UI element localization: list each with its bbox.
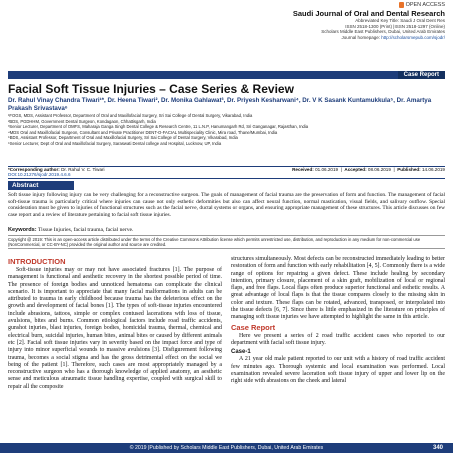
introduction-heading: INTRODUCTION bbox=[8, 257, 66, 266]
footer-copyright: © 2019 |Published by Scholars Middle East Publishers, Dubai, United Arab Emirates bbox=[129, 445, 324, 451]
affiliation: ¹FOGS, MDS, Assistant Professor, Department of Oral and Maxillofacial Surgery, Sri Sai College of Dental Surgery, Vikarabad, India bbox=[8, 113, 253, 118]
introduction-paragraph: Soft-tissue injuries may or may not have associated fractures [1]. The purpose of management is functional and aesthetic recovery in the shortest possible period of time. The presence of foreign bodies and unnoticed hematoma can complicate the clinical scenario. It is important to appreciate that many facial malformations in adults can be attributed to trauma in early childhood because trauma has the deleterious effect on the growth and development of facial bones [1]. The types of soft-tissue injuries encountered include abrasions, tattoos, simple or complex contused lacerations with loss of tissue, avulsions, bites and burns. Common etiological factors include road traffic accidents, gunshot injuries, blast injuries, foreign bodies, homicidal trauma, thermal, chemical and electrical burn, suicidal injuries, human bites, animal bites or caused by different animals etc [2]. Facial soft tissue injuries vary in severity based on the impact force and type of injury into minor superficial wounds to massive avulsions [3]. Disfigurement following trauma, becomes a social stigma and has the gross detrimental effect on the social we being of the patient [1]. Therefore, such cases are most appropriately managed by a reconstructive surgeon who has a thorough knowledge of applied anatomy, an aesthetic sense and meticulous atraumatic tissue handling expertise, coupled with surgical skill to repair all the composite bbox=[8, 267, 222, 390]
abstract-heading: Abstract bbox=[8, 181, 74, 190]
case-1-heading: Case-1 bbox=[231, 349, 251, 356]
dates-block: Received: 01.06.2019 | Accepted: 08.06.2019 | Published: 14.06.2019 bbox=[292, 167, 445, 172]
open-lock-icon bbox=[399, 2, 404, 8]
page-number: 340 bbox=[432, 445, 443, 451]
keywords-line bbox=[8, 227, 445, 234]
case-report-heading: Case Report bbox=[231, 322, 276, 332]
license-notice: Copyright @ 2019: This is an open-access article distributed under the terms of the Creative Commons Attribution license which permits unrestricted use, distribution, and reproduction in any medium for non-commercial use (NonCommercial, or CC-BY-NC) provided the original author and source are credited. bbox=[8, 235, 445, 249]
accepted-label: Accepted: bbox=[344, 167, 367, 172]
affiliations bbox=[8, 113, 445, 147]
body-column-left bbox=[8, 256, 222, 392]
keywords-label: Keywords: bbox=[8, 227, 37, 233]
keywords-value: Tissue Injuries, facial trauma, facial nerve. bbox=[37, 227, 134, 233]
published-date: 14.06.2019 bbox=[422, 167, 445, 172]
correspondence-bar bbox=[8, 166, 445, 179]
open-access-label: OPEN ACCESS bbox=[405, 2, 445, 8]
journal-homepage bbox=[245, 35, 445, 41]
body-column-right bbox=[231, 256, 445, 386]
homepage-label: Journal homepage: bbox=[341, 34, 382, 40]
received-label: Received: bbox=[292, 167, 314, 172]
affiliation: ⁴MDS Oral and Maxillofacial Surgeon, Consultant and Private Practitioner DENT-O-FACIAL Multispeciality Clinic, Mira road, Thane/Mumbai, India bbox=[8, 129, 278, 135]
affiliation: ⁶Senior Lecturer, Dept of Oral and Maxillofacial Surgery, Saraswati Dental college and Hospital, Lucknow, UP, India bbox=[8, 140, 222, 146]
affiliation: ³Senior Lecturer, Department of OMFS, Maharaja Ganga Singh Dental College & Research Centre, 11 L.N.P, Hanumangarh Rd, Sri Ganganagar, Rajasthan, India bbox=[8, 124, 309, 130]
article-type-ribbon bbox=[8, 71, 445, 79]
correspondence-block bbox=[8, 167, 198, 178]
case-report-paragraph: Here we present a series of 2 road traffic accident cases who reported to our department with facial soft tissue injury. bbox=[231, 332, 445, 346]
corresponding-label: *Corresponding author: bbox=[8, 167, 60, 172]
affiliation: ²BDS, PGDHHM, Government Dental Surgeon, Kondagaon, Chhattisgarh, India bbox=[8, 118, 156, 124]
introduction-continued: structures simultaneously. Most defects can be reconstructed immediately leading to better restoration of form and function with early rehabilitation [4, 5]. Commonly there is a wide range of options for repairing a given defect. These include healing by secondary intention, primary closure, placement of a skin graft, mobilization of local or regional flaps, and free flaps. Local flaps often produce superior functional and esthetic results. A great advantage of local flaps is that the tissue compares closely to the missing skin in color and texture. These flaps can be rotated, advanced, transposed, or interpolated into the tissue defects [6, 7]. Since there is little emphasized in the literature on principles of managing soft tissue injuries we have attempted to highlight the same in this article. bbox=[231, 256, 445, 321]
abstract-text: Soft tissue injury following injury can be very challenging for a reconstructive surgeon. The goals of management of facial trauma are the preservation of form and function. The management of facial soft-tissue trauma is particularly critical where injuries can cause not only esthetic deformities but also can affect neural function, normal mastication, visual fields, and salivary outflow. Special consideration must be given to injuries of functional structures such as the facial nerve, ductal systems or organs, and ensuring appropriate management of these structures. This article discusses on few case report and a review of literature pertaining to facial soft tissue injuries. bbox=[8, 192, 445, 219]
journal-publisher: Scholars Middle East Publishers, Dubai, United Arab Emirates bbox=[321, 29, 445, 35]
accepted-date: 08.06.2019 bbox=[367, 167, 391, 172]
published-label: Published: bbox=[397, 167, 421, 172]
homepage-link[interactable]: http://scholarsmepub.com/sjodr/ bbox=[381, 34, 445, 40]
article-title: Facial Soft Tissue Injuries – Case Series & Review bbox=[8, 82, 294, 96]
journal-issn: ISSN 2518-1300 (Print) |ISSN 2518-1297 (Online) bbox=[345, 23, 445, 29]
open-access-badge bbox=[399, 2, 445, 8]
affiliation: ⁵BDS, Assistant Professor, Department of Oral and Maxillofacial Surgery, Sri Sai College of Dental Surgery, Vikarabad, India bbox=[8, 135, 238, 141]
journal-abbrev: Abbreviated Key Title: Saudi J Oral Dent Res bbox=[355, 18, 445, 23]
page-footer bbox=[0, 443, 453, 453]
journal-header bbox=[245, 9, 445, 40]
article-type: Case Report bbox=[398, 71, 445, 79]
journal-name: Saudi Journal of Oral and Dental Research bbox=[292, 9, 445, 18]
received-date: 01.06.2019 bbox=[315, 167, 339, 172]
author-list: Dr. Rahul Vinay Chandra Tiwari¹*, Dr. Heena Tiwari², Dr. Monika Gahlawat³, Dr. Priyesh Kesharwani⁴, Dr. V K Sasank Kuntamukkula⁵, Dr. Amartya Prakash Srivastava⁶ bbox=[8, 97, 432, 112]
case-1-paragraph: A 21 year old male patient reported to our unit with a history of road traffic accident few minutes ago. Thorough systemic and local examination was performed. Local examination revealed severe laceration soft tissue injury of upper and lower lip on the right side with abrasions on the cheek and lateral bbox=[231, 356, 445, 385]
corresponding-name: Dr. Rahul V. C. Tiwari bbox=[61, 167, 105, 172]
doi-link[interactable]: DOI:10.21276/sjodr.2019.4.6.6 bbox=[8, 172, 71, 178]
